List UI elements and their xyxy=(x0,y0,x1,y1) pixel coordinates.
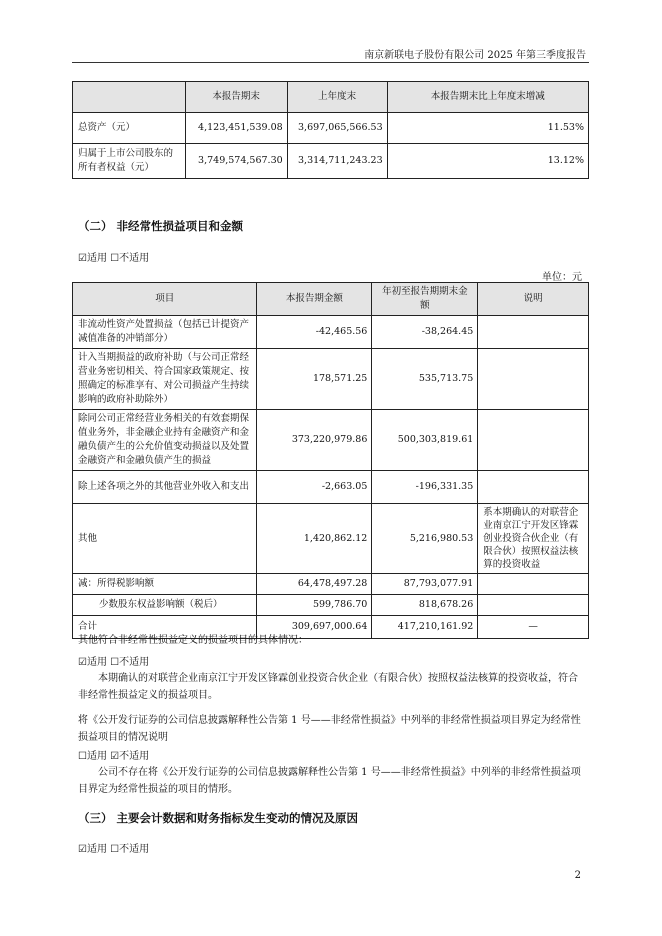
value-cell: 87,793,077.91 xyxy=(372,574,478,595)
value-cell: 11.53% xyxy=(387,113,588,144)
value-cell: 373,220,979.86 xyxy=(257,410,372,471)
section-title-2: （二） 非经常性损益项目和金额 xyxy=(78,219,244,233)
value-cell: 4,123,451,539.08 xyxy=(185,113,287,144)
value-cell: 1,420,862.12 xyxy=(257,504,372,574)
announcement-body: 公司不存在将《公开发行证券的公司信息披露解释性公告第 1 号——非经常性损益》中列举的非经常性损益项目界定为经常性损益的项目的情形。 xyxy=(78,767,581,795)
table-row xyxy=(73,471,589,504)
value-cell: 64,478,497.28 xyxy=(257,574,372,595)
row-label: 除上述各项之外的其他营业外收入和支出 xyxy=(73,471,257,504)
value-cell: -42,465.56 xyxy=(257,316,372,349)
row-label: 其他 xyxy=(73,504,257,574)
page-number: 2 xyxy=(574,870,581,881)
value-cell: -196,331.35 xyxy=(372,471,478,504)
header-rule xyxy=(72,62,589,63)
value-cell: 13.12% xyxy=(387,144,588,179)
other-note-body: 本期确认的对联营企业南京江宁开发区锋霖创业投资合伙企业（有限合伙）按照权益法核算的投资收益，符合非经常性损益定义的损益项目。 xyxy=(78,673,578,701)
header-cell: 上年度末 xyxy=(287,82,387,113)
header-cell: 本报告期末 xyxy=(185,82,287,113)
row-label: 非流动性资产处置损益（包括已计提资产减值准备的冲销部分） xyxy=(73,316,257,349)
value-cell: 309,697,000.64 xyxy=(257,616,372,639)
row-label: 减：所得税影响额 xyxy=(73,574,257,595)
table-row xyxy=(73,349,589,410)
row-label: 总资产（元） xyxy=(73,113,186,144)
row-label: 计入当期损益的政府补助（与公司正常经营业务密切相关、符合国家政策规定、按照确定的标准享有、对公司损益产生持续影响的政府补助除外） xyxy=(73,349,257,410)
table-row xyxy=(73,574,589,595)
table-header-row xyxy=(73,82,589,113)
header-cell: 本报告期末比上年度末增减 xyxy=(387,82,588,113)
note-cell xyxy=(478,410,589,471)
note-cell: — xyxy=(478,616,589,639)
note-cell xyxy=(478,574,589,595)
value-cell: 500,303,819.61 xyxy=(372,410,478,471)
note-cell xyxy=(478,349,589,410)
section-title-3: （三） 主要会计数据和财务指标发生变动的情况及原因 xyxy=(78,811,359,825)
value-cell: 3,314,711,243.23 xyxy=(287,144,387,179)
header-cell: 本报告期金额 xyxy=(257,283,372,316)
other-note-title: 其他符合非经常性损益定义的损益项目的具体情况： xyxy=(78,635,308,646)
applicable-indicator: ☐适用 ☑不适用 xyxy=(78,751,150,762)
non-recurring-table xyxy=(72,282,589,639)
table-row xyxy=(73,113,589,144)
applicable-indicator: ☑适用 ☐不适用 xyxy=(78,844,150,855)
header-cell xyxy=(73,82,186,113)
row-label: 少数股东权益影响额（税后） xyxy=(73,595,257,616)
value-cell: 535,713.75 xyxy=(372,349,478,410)
applicable-indicator: ☑适用 ☐不适用 xyxy=(78,253,150,264)
table-row xyxy=(73,316,589,349)
table-header-row xyxy=(73,283,589,316)
value-cell: -38,264.45 xyxy=(372,316,478,349)
applicable-indicator: ☑适用 ☐不适用 xyxy=(78,657,150,668)
value-cell: 818,678.26 xyxy=(372,595,478,616)
balance-table xyxy=(72,81,589,179)
row-label: 除同公司正常经营业务相关的有效套期保值业务外，非金融企业持有金融资产和金融负债产生的公允价值变动损益以及处置金融资产和金融负债产生的损益 xyxy=(73,410,257,471)
note-cell xyxy=(478,471,589,504)
table-row xyxy=(73,144,589,179)
note-cell xyxy=(478,595,589,616)
value-cell: 3,697,065,566.53 xyxy=(287,113,387,144)
table-row xyxy=(73,504,589,574)
unit-label: 单位：元 xyxy=(542,272,582,283)
table-row xyxy=(73,410,589,471)
header-cell: 说明 xyxy=(478,283,589,316)
value-cell: 3,749,574,567.30 xyxy=(185,144,287,179)
value-cell: 417,210,161.92 xyxy=(372,616,478,639)
header-cell: 项目 xyxy=(73,283,257,316)
value-cell: 5,216,980.53 xyxy=(372,504,478,574)
note-cell: 系本期确认的对联营企业南京江宁开发区锋霖创业投资合伙企业（有限合伙）按照权益法核算的投资收益 xyxy=(478,504,589,574)
header-cell: 年初至报告期期末金额 xyxy=(372,283,478,316)
table-row xyxy=(73,595,589,616)
value-cell: 178,571.25 xyxy=(257,349,372,410)
report-header: 南京新联电子股份有限公司 2025 年第三季度报告 xyxy=(364,50,586,61)
row-label: 合计 xyxy=(73,616,257,639)
note-cell xyxy=(478,316,589,349)
value-cell: -2,663.05 xyxy=(257,471,372,504)
announcement-title: 将《公开发行证券的公司信息披露解释性公告第 1 号——非经常性损益》中列举的非经常性损益项目界定为经常性损益项目的情况说明 xyxy=(78,715,581,743)
value-cell: 599,786.70 xyxy=(257,595,372,616)
row-label: 归属于上市公司股东的所有者权益（元） xyxy=(73,144,186,179)
